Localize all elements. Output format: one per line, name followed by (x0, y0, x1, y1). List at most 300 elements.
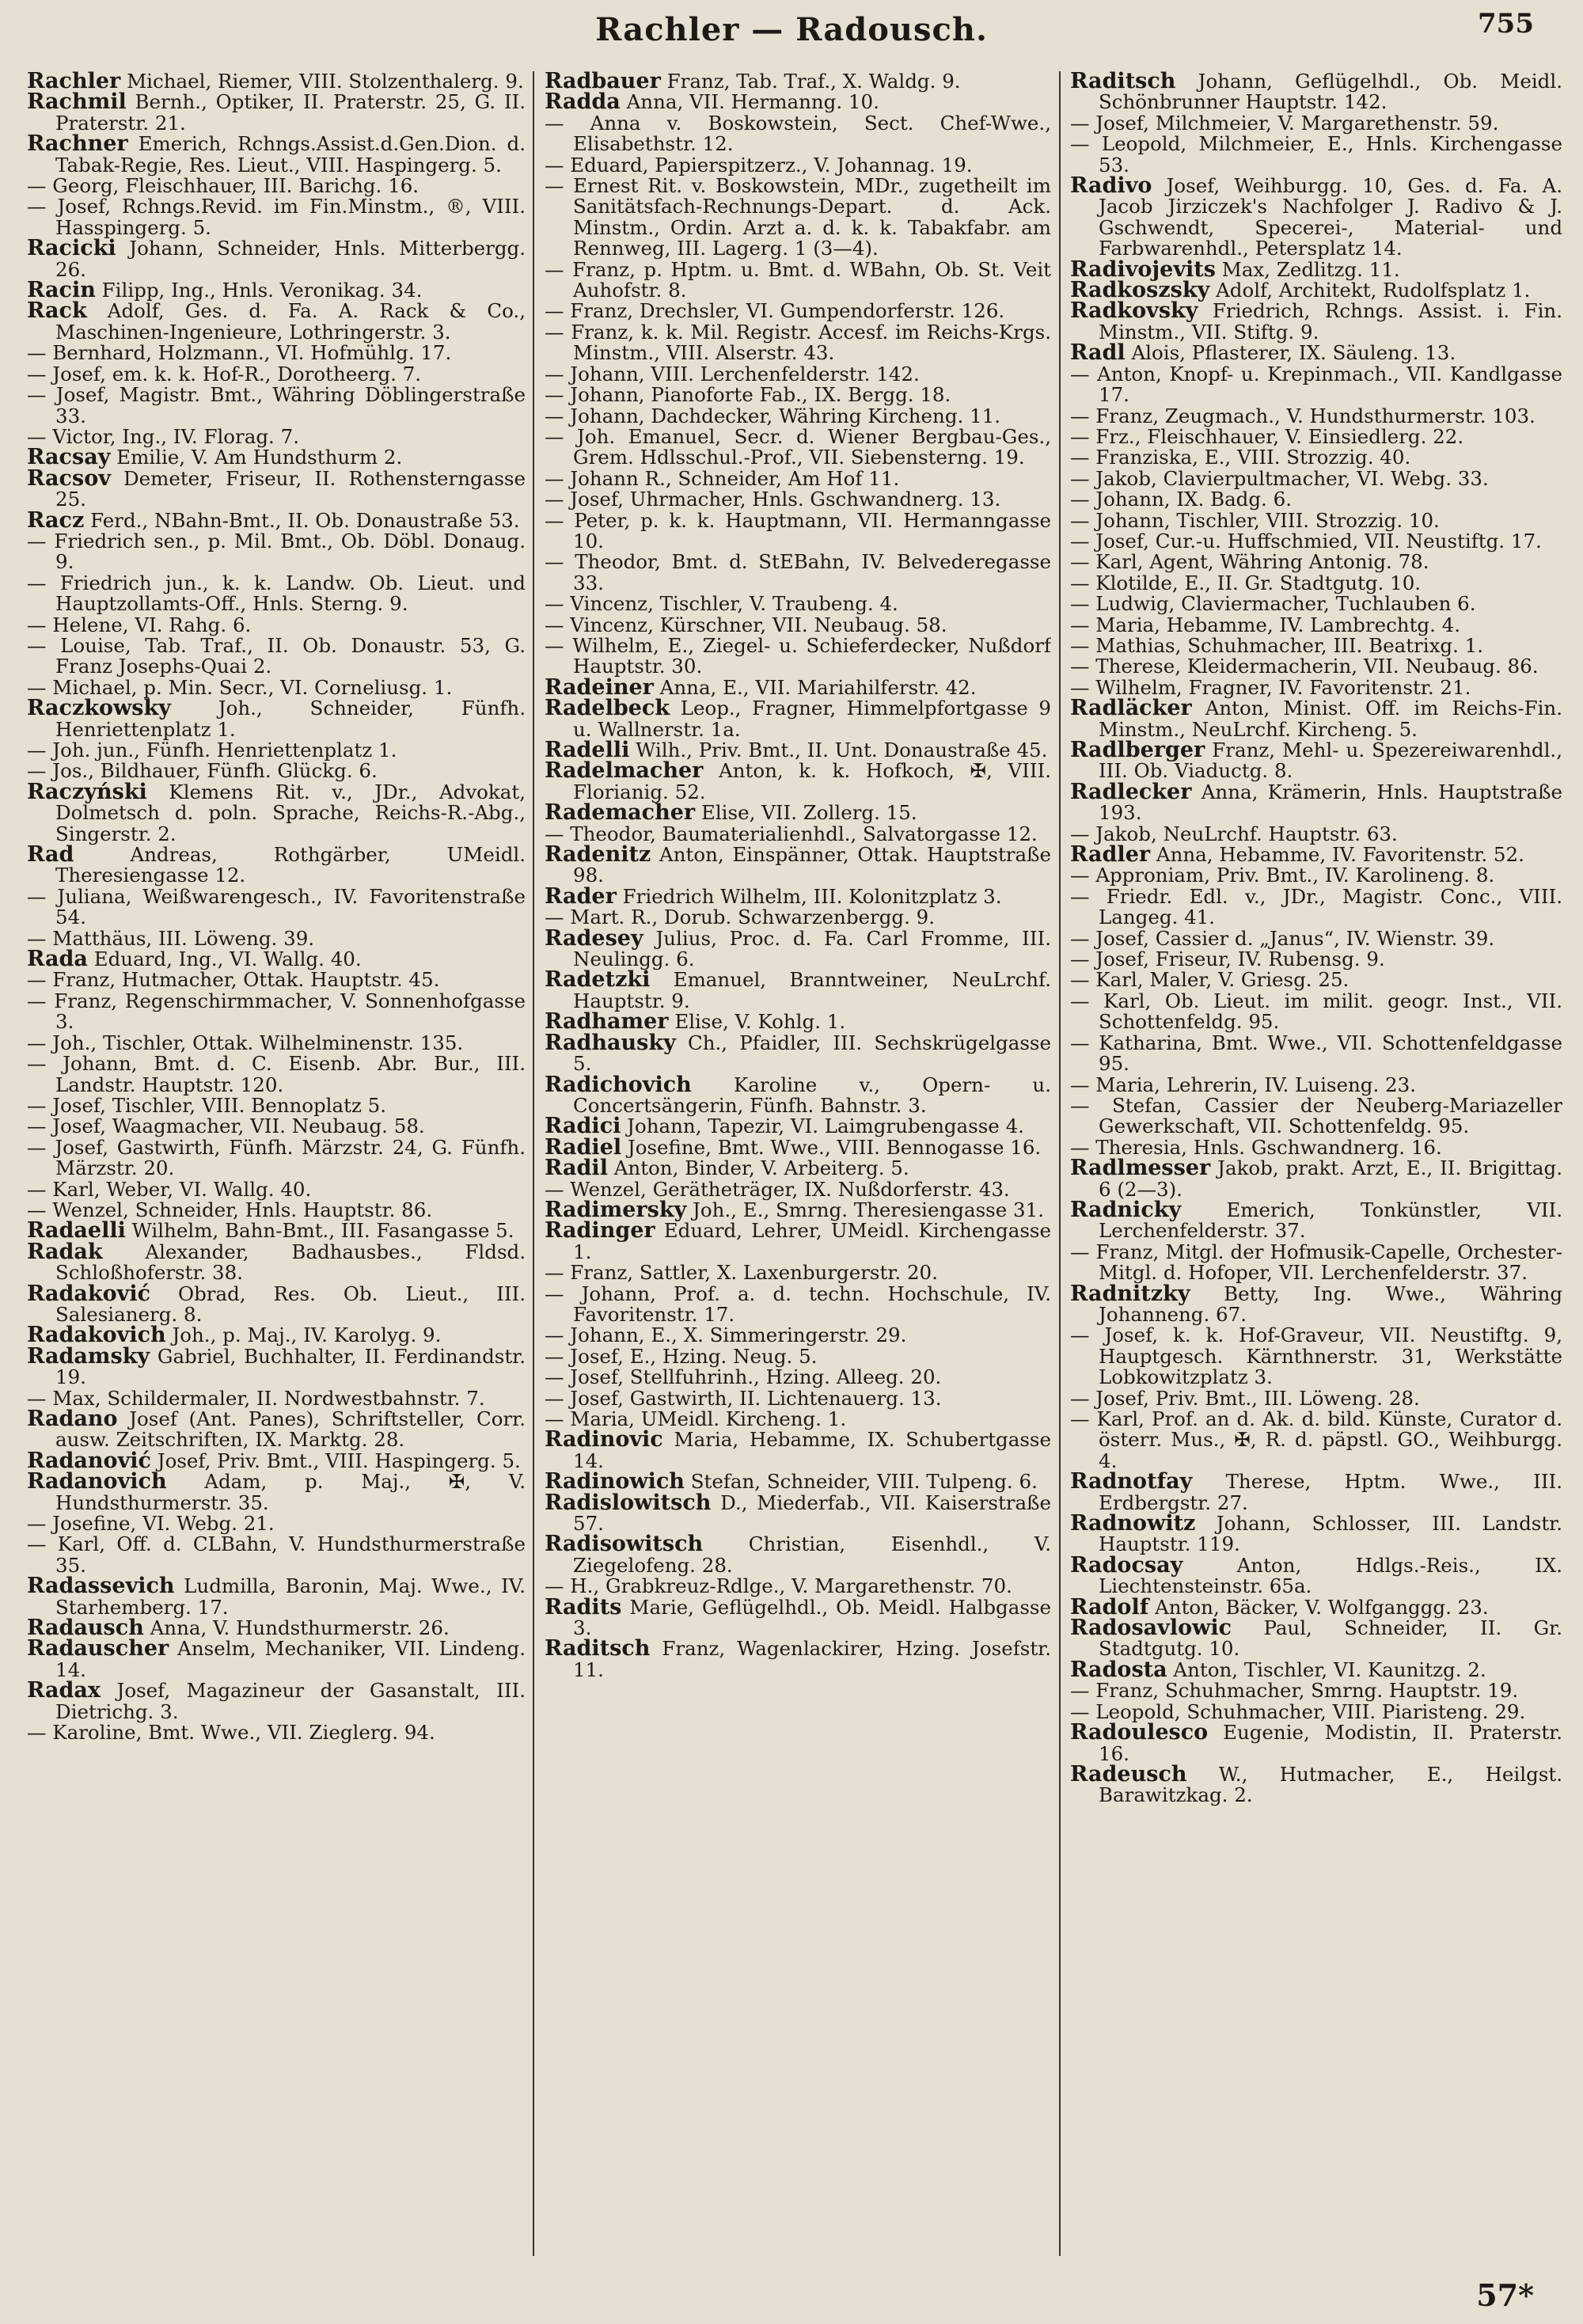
entry-details: — Franz, Hutmacher, Ottak. Hauptstr. 45. (27, 968, 440, 992)
directory-entry (545, 113, 1051, 155)
entry-surname: Radimersky (545, 1197, 687, 1222)
directory-entry (27, 298, 526, 344)
directory-entry (1070, 173, 1562, 260)
directory-entry (27, 1409, 526, 1451)
directory-entry (27, 1722, 526, 1743)
directory-entry (1070, 698, 1562, 740)
entry-surname: Rachler (27, 71, 121, 93)
entry-details: — Anna v. Boskowstein, Sect. Chef-Wwe., Elisabethstr. 12. (545, 111, 1051, 156)
entry-details: — Josef, Stellfuhrinh., Hzing. Alleeg. 20. (545, 1365, 942, 1389)
entry-surname: Radkoszsky (1070, 278, 1210, 303)
directory-entry (545, 424, 1051, 469)
directory-entry (1070, 1513, 1562, 1555)
directory-entry (27, 1054, 526, 1096)
entry-details: — Johann, Tischler, VIII. Strozzig. 10. (1070, 508, 1440, 532)
entry-surname: Radanović (27, 1448, 151, 1473)
entry-details: — Wenzel, Gerätheträger, IX. Nußdorferstr. 43. (545, 1177, 1010, 1201)
directory-entry (27, 949, 526, 970)
directory-entry (27, 1680, 526, 1722)
directory-entry (27, 507, 526, 533)
directory-entry (1070, 406, 1562, 427)
entry-details: Anton, Tischler, VI. Kaunitzg. 2. (1167, 1658, 1486, 1681)
entry-surname: Radil (545, 1156, 608, 1181)
entry-details: — Theresia, Hnls. Gschwandnerg. 16. (1070, 1135, 1442, 1159)
directory-entry (1070, 364, 1562, 406)
column-divider-2 (1059, 71, 1061, 2256)
directory-entry (545, 800, 1051, 826)
directory-entry (27, 1179, 526, 1200)
entry-details: Obrad, Res. Ob. Lieut., III. Salesianerg. 8. (55, 1282, 526, 1326)
entry-details: Elise, VII. Zollerg. 15. (695, 801, 917, 825)
entry-details: — Helene, VI. Rahg. 6. (27, 613, 252, 636)
entry-details: Andreas, Rothgärber, UMeidl. Theresiengasse 12. (55, 843, 526, 887)
entry-surname: Radesey (545, 925, 643, 951)
directory-entry (1070, 340, 1562, 366)
page-number: 755 (1478, 8, 1534, 40)
directory-entry (545, 364, 1051, 385)
entry-details: — Ernest Rit. v. Boskowstein, MDr., zugetheilt im Sanitätsfach-Rechnungs-Depart. d. Ack. Minstm., Ordin. Arzt a. d. k. k. Tabakfabr. am Rennweg, III. Lagerg. 1 (3—4). (545, 174, 1051, 260)
directory-entry (1070, 531, 1562, 552)
entry-details: W., Hutmacher, E., Heilgst. Barawitzkag. 2. (1099, 1762, 1562, 1807)
entry-surname: Radivo (1070, 173, 1152, 199)
entry-details: Betty, Ing. Wwe., Währing Johanneng. 67. (1099, 1282, 1562, 1326)
entry-details: Anna, E., VII. Mariahilferstr. 42. (653, 675, 977, 699)
directory-entry (27, 465, 526, 511)
entry-details: — Josef, E., Hzing. Neug. 5. (545, 1344, 818, 1368)
entry-surname: Radelli (545, 738, 630, 762)
directory-entry (1070, 1197, 1562, 1243)
entry-details: — Franz, Sattler, X. Laxenburgerstr. 20. (545, 1261, 938, 1285)
directory-entry (27, 385, 526, 427)
entry-surname: Radnicky (1070, 1197, 1182, 1222)
entry-details: — Franz, p. Hptm. u. Bmt. d. WBahn, Ob. St. Veit Auhofstr. 8. (545, 257, 1051, 302)
entry-surname: Racsov (27, 465, 111, 491)
entry-details: — Karl, Off. d. CLBahn, V. Hundsthurmerstraße 35. (27, 1532, 526, 1577)
entry-details: — Johann, IX. Badg. 6. (1070, 488, 1293, 511)
directory-entry (27, 1513, 526, 1534)
directory-entry (27, 131, 526, 177)
entry-details: — Wilhelm, E., Ziegel- u. Schieferdecker, Nußdorf Hauptstr. 30. (545, 633, 1051, 678)
entry-surname: Radlberger (1070, 738, 1205, 762)
directory-entry (27, 238, 526, 280)
entry-surname: Radosta (1070, 1657, 1167, 1682)
directory-entry (27, 633, 526, 678)
directory-entry (545, 1594, 1051, 1640)
entry-surname: Radnotfay (1070, 1469, 1193, 1494)
signature-mark: 57* (1476, 2277, 1534, 2313)
entry-details: — Therese, Kleidermacherin, VII. Neubaug. 86. (1070, 655, 1539, 678)
entry-details: — Frz., Fleischhauer, V. Einsiedlerg. 22. (1070, 424, 1464, 448)
entry-details: — Klotilde, E., II. Gr. Stadtgutg. 10. (1070, 571, 1422, 594)
entry-details: Therese, Hptm. Wwe., III. Erdbergstr. 27. (1099, 1470, 1562, 1514)
column-3 (1070, 71, 1562, 2264)
entry-details: — Vincenz, Tischler, V. Traubeng. 4. (545, 592, 898, 616)
directory-entry (1070, 656, 1562, 677)
entry-details: Josef, Weihburgg. 10, Ges. d. Fa. A. Jacob Jirziczek's Nachfolger J. Radivo & J. Gschwendt, Specerei-, Material- und Farbwarenhdl., Petersplatz 14. (1099, 174, 1562, 260)
entry-details: — Friedr. Edl. v., JDr., Magistr. Conc., VIII. Langeg. 41. (1070, 884, 1562, 929)
entry-details: Joh., E., Smrng. Theresiengasse 31. (686, 1198, 1044, 1221)
directory-entry (1070, 466, 1562, 490)
entry-details: Filipp, Ing., Hnls. Veronikag. 34. (95, 279, 423, 302)
directory-entry (1070, 1409, 1562, 1471)
directory-entry (1070, 1281, 1562, 1326)
entry-details: — Josef, Priv. Bmt., III. Löweng. 28. (1070, 1386, 1420, 1410)
entry-surname: Radaelli (27, 1218, 126, 1244)
entry-details: — Johann, Pianoforte Fab., IX. Bergg. 18. (545, 383, 951, 407)
directory-entry (27, 573, 526, 615)
entry-details: — Karl, Maler, V. Griesg. 25. (1070, 968, 1350, 992)
entry-details: Bernh., Optiker, II. Praterstr. 25, G. II. Praterstr. 21. (55, 90, 526, 135)
entry-surname: Radinovic (545, 1427, 663, 1452)
entry-details: — Stefan, Cassier der Neuberg-Mariazeller Gewerkschaft, VII. Schottenfeldg. 95. (1070, 1093, 1562, 1138)
entry-details: Anna, Krämerin, Hnls. Hauptstraße 193. (1099, 780, 1562, 825)
entry-details: — Josef, Rchngs.Revid. im Fin.Minstm., ®, VIII. Hasspingerg. 5. (27, 195, 526, 239)
entry-details: Emanuel, Branntweiner, NeuLrchf. Hauptstr. 9. (573, 968, 1051, 1012)
entry-details: Emerich, Rchngs.Assist.d.Gen.Dion. d. Tabak-Regie, Res. Lieut., VIII. Haspingerg. 5. (55, 132, 526, 177)
directory-entry (1070, 740, 1562, 782)
entry-details: Ferd., NBahn-Bmt., II. Ob. Donaustraße 53. (84, 508, 520, 532)
entry-details: — Johann, Prof. a. d. techn. Hochschule, IV. Favoritenstr. 17. (545, 1282, 1051, 1326)
entry-surname: Radislowitsch (545, 1490, 712, 1515)
directory-entry (1070, 1722, 1562, 1764)
directory-entry (545, 758, 1051, 803)
entry-details: — Franz, Mitgl. der Hofmusik-Capelle, Orchester-Mitgl. d. Hofoper, VII. Lerchenfelderstr. 37. (1070, 1240, 1562, 1285)
entry-details: — Josef, Gastwirth, Fünfh. Märzstr. 24, G. Fünfh. Märzstr. 20. (27, 1135, 526, 1180)
entry-details: — Josef, em. k. k. Hof-R., Dorotheerg. 7. (27, 362, 422, 385)
entry-surname: Radnowitz (1070, 1511, 1196, 1536)
entry-surname: Radoulesco (1070, 1720, 1209, 1745)
entry-details: — Theodor, Baumaterialienhdl., Salvatorgasse 12. (545, 822, 1038, 845)
entry-details: Michael, Riemer, VIII. Stolzenthalerg. 9. (120, 71, 524, 93)
entry-details: Adolf, Architekt, Rudolfsplatz 1. (1209, 279, 1531, 302)
entry-surname: Radhausky (545, 1030, 676, 1055)
directory-entry (27, 1093, 526, 1117)
entry-details: Josefine, Bmt. Wwe., VIII. Bennogasse 16. (621, 1135, 1042, 1159)
directory-entry (545, 883, 1051, 909)
directory-entry (545, 1636, 1051, 1681)
directory-entry (1070, 1158, 1562, 1200)
entry-surname: Radausch (27, 1616, 144, 1641)
entry-details: Ludmilla, Baronin, Maj. Wwe., IV. Starhemberg. 17. (55, 1574, 526, 1619)
directory-entry (1070, 1680, 1562, 1701)
entry-details: — Josef, Uhrmacher, Hnls. Gschwandnerg. 13. (545, 488, 1001, 511)
directory-entry (545, 257, 1051, 302)
entry-details: Anton, Binder, V. Arbeiterg. 5. (607, 1156, 909, 1180)
entry-details: — Louise, Tab. Traf., II. Ob. Donaustr. 53, G. Franz Josephs-Quai 2. (27, 633, 526, 678)
entry-details: — Jos., Bildhauer, Fünfh. Glückg. 6. (27, 759, 378, 783)
directory-entry (1070, 447, 1562, 468)
entry-details: Wilh., Priv. Bmt., II. Unt. Donaustraße 45. (629, 739, 1048, 761)
directory-entry (1070, 1033, 1562, 1075)
directory-entry (545, 1072, 1051, 1117)
directory-entry (1070, 489, 1562, 510)
entry-details: — Max, Schildermaler, II. Nordwestbahnstr. 7. (27, 1386, 485, 1410)
entry-surname: Radda (545, 89, 621, 115)
entry-surname: Radeiner (545, 674, 654, 700)
directory-entry (545, 155, 1051, 176)
directory-entry (545, 1534, 1051, 1576)
entry-details: Johann, Schneider, Hnls. Mitterbergg. 26. (55, 237, 526, 281)
directory-entry (1070, 508, 1562, 532)
directory-entry (545, 1490, 1051, 1536)
entry-surname: Radlecker (1070, 779, 1192, 804)
directory-entry (27, 364, 526, 385)
directory-entry (27, 970, 526, 990)
entry-details: — Josef, Cur.-u. Huffschmied, VII. Neustiftg. 17. (1070, 529, 1542, 553)
entry-surname: Radiel (545, 1134, 622, 1160)
directory-entry (27, 1137, 526, 1179)
directory-entry (545, 71, 1051, 92)
entry-surname: Radkovsky (1070, 298, 1198, 324)
directory-entry (1070, 970, 1562, 990)
directory-entry (1070, 991, 1562, 1033)
directory-entry (27, 531, 526, 573)
directory-entry (27, 779, 526, 845)
entry-details: Jakob, prakt. Arzt, E., II. Brigittag. 6 (2—3). (1099, 1156, 1562, 1201)
directory-entry (1070, 298, 1562, 344)
entry-details: — Franz, Schuhmacher, Smrng. Hauptstr. 19. (1070, 1679, 1519, 1703)
entry-surname: Radinowich (545, 1469, 685, 1494)
entry-details: Max, Zedlitzg. 11. (1215, 257, 1400, 281)
entry-details: — Joh. Emanuel, Secr. d. Wiener Bergbau-Ges., Grem. Hdlsschul.-Prof., VII. Siebensterng. 19. (545, 424, 1051, 469)
entry-surname: Rademacher (545, 800, 696, 826)
entry-surname: Radano (27, 1407, 118, 1431)
entry-surname: Radisowitsch (545, 1532, 704, 1557)
entry-details: — H., Grabkreuz-Rdlge., V. Margarethenstr. 70. (545, 1574, 1012, 1598)
entry-details: Alexander, Badhausbes., Fldsd. Schloßhoferstr. 38. (55, 1240, 526, 1285)
directory-entry (545, 1427, 1051, 1472)
entry-surname: Raczyński (27, 779, 147, 804)
page-header (0, 0, 1583, 79)
entry-details: — Karoline, Bmt. Wwe., VII. Zieglerg. 94. (27, 1721, 435, 1745)
entry-surname: Radler (1070, 842, 1151, 868)
directory-entry (545, 967, 1051, 1012)
entry-details: — Johann, VIII. Lerchenfelderstr. 142. (545, 362, 920, 385)
entry-details: — Leopold, Schuhmacher, VIII. Piaristeng. 29. (1070, 1699, 1526, 1723)
directory-entry (1070, 1242, 1562, 1284)
entry-details: — Johann, Dachdecker, Währing Kircheng. 11. (545, 404, 1001, 427)
directory-entry (545, 594, 1051, 614)
directory-entry (27, 1116, 526, 1137)
directory-entry (545, 406, 1051, 427)
directory-entry (27, 1343, 526, 1389)
directory-entry (27, 1239, 526, 1285)
entry-details: D., Miederfab., VII. Kaiserstraße 57. (573, 1490, 1051, 1536)
entry-details: — Karl, Prof. an d. Ak. d. bild. Künste, Curator d. österr. Mus., ✠, R. d. päpstl. GO., Weihburgg. 4. (1070, 1407, 1562, 1472)
entry-details: Josef, Priv. Bmt., VIII. Haspingerg. 5. (150, 1449, 521, 1472)
entry-details: Alois, Pflasterer, IX. Säuleng. 13. (1125, 341, 1456, 365)
directory-entry (545, 466, 1051, 490)
entry-details: — Karl, Weber, VI. Wallg. 40. (27, 1177, 312, 1201)
entry-details: — Eduard, Papierspitzerz., V. Johannag. 19. (545, 153, 973, 177)
entry-details: — Jakob, NeuLrchf. Hauptstr. 63. (1070, 822, 1398, 845)
directory-entry (27, 842, 526, 887)
directory-entry (545, 1325, 1051, 1346)
entry-surname: Racz (27, 507, 85, 533)
directory-entry (1070, 1325, 1562, 1388)
entry-details: Anton, Bäcker, V. Wolfganggg. 23. (1148, 1595, 1489, 1619)
directory-entry (27, 196, 526, 238)
entry-details: — Matthäus, III. Löweng. 39. (27, 926, 315, 950)
entry-details: — Peter, p. k. k. Hauptmann, VII. Hermanngasse 10. (545, 508, 1051, 553)
directory-entry (1070, 779, 1562, 825)
directory-entry (545, 698, 1051, 740)
entry-surname: Rack (27, 298, 87, 324)
directory-entry (1070, 1075, 1562, 1096)
entry-surname: Rad (27, 842, 74, 868)
entry-details: — Theodor, Bmt. d. StEBahn, IV. Belvederegasse 33. (545, 550, 1051, 594)
entry-surname: Radivojevits (1070, 256, 1216, 282)
entry-details: — Karl, Ob. Lieut. im milit. geogr. Inst., VII. Schottenfeldg. 95. (1070, 989, 1562, 1034)
entry-details: — Maria, Hebamme, IV. Lambrechtg. 4. (1070, 613, 1461, 636)
entry-details: Anton, k. k. Hofkoch, ✠, VIII. Florianig. 52. (573, 759, 1051, 803)
entry-details: — Wenzel, Schneider, Hnls. Hauptstr. 86. (27, 1198, 433, 1221)
entry-surname: Rader (545, 883, 617, 909)
entry-surname: Rada (27, 947, 88, 972)
directory-entry (27, 280, 526, 301)
directory-entry (1070, 424, 1562, 448)
entry-details: Adam, p. Maj., ✠, V. Hundsthurmerstr. 35. (55, 1470, 526, 1514)
entry-surname: Radhamer (545, 1009, 669, 1035)
directory-entry (1070, 71, 1562, 113)
entry-details: — Friedrich jun., k. k. Landw. Ob. Lieut. und Hauptzollamts-Off., Hnls. Sterng. 9. (27, 571, 526, 616)
entry-details: — Maria, UMeidl. Kircheng. 1. (545, 1407, 847, 1430)
entry-details: — Josef, Magistr. Bmt., Währing Döblingerstraße 33. (27, 383, 526, 427)
entry-surname: Raditsch (1070, 71, 1176, 93)
directory-entry (27, 884, 526, 929)
directory-entry (545, 89, 1051, 115)
entry-details: Anton, Einspänner, Ottak. Hauptstraße 98. (573, 843, 1051, 887)
entry-surname: Racsay (27, 445, 111, 470)
entry-details: — Franz, Drechsler, VI. Gumpendorferstr. 126. (545, 299, 1005, 323)
entry-details: — Maria, Lehrerin, IV. Luiseng. 23. (1070, 1073, 1416, 1096)
directory-entry (545, 1263, 1051, 1283)
directory-entry (27, 1033, 526, 1054)
entry-details: Anna, Hebamme, IV. Favoritenstr. 52. (1150, 843, 1524, 867)
entry-details: — Johann, E., X. Simmeringerstr. 29. (545, 1323, 907, 1347)
entry-details: — Michael, p. Min. Secr., VI. Corneliusg. 1. (27, 675, 453, 699)
entry-details: Christian, Eisenhdl., V. Ziegelofeng. 28. (573, 1532, 1051, 1577)
entry-details: — Victor, Ing., IV. Florag. 7. (27, 424, 300, 448)
entry-details: Anna, V. Hundsthurmerstr. 26. (143, 1616, 450, 1640)
directory-entry (545, 1030, 1051, 1076)
entry-details: Gabriel, Buchhalter, II. Ferdinandstr. 19. (55, 1344, 526, 1389)
directory-entry (545, 1134, 1051, 1160)
directory-entry (545, 385, 1051, 405)
entry-details: Anton, Minist. Off. im Reichs-Fin. Minstm., NeuLrchf. Kircheng. 5. (1099, 697, 1562, 741)
entry-details: — Mathias, Schuhmacher, III. Beatrixg. 1. (1070, 633, 1484, 657)
directory-entry (545, 1367, 1051, 1388)
entry-details: — Johann, Bmt. d. C. Eisenb. Abr. Bur., III. Landstr. Hauptstr. 120. (27, 1052, 526, 1096)
directory-entry (1070, 633, 1562, 657)
entry-surname: Raditsch (545, 1636, 651, 1661)
entry-details: — Jakob, Clavierpultmacher, VI. Webg. 33. (1070, 466, 1489, 490)
directory-entry (27, 928, 526, 949)
entry-details: — Vincenz, Kürschner, VII. Neubaug. 58. (545, 613, 947, 636)
entry-details: — Franz, Zeugmach., V. Hundsthurmerstr. 103. (1070, 404, 1536, 427)
running-title: Rachler — Radousch. (595, 11, 988, 48)
entry-details: — Josef, k. k. Hof-Graveur, VII. Neustiftg. 9, Hauptgesch. Kärnthnerstr. 31, Werkstätte Lobkowitzplatz 3. (1070, 1323, 1562, 1389)
directory-entry (1070, 1618, 1562, 1660)
entry-details: — Karl, Agent, Währing Antonig. 78. (1070, 550, 1429, 574)
entry-details: Ch., Pfaidler, III. Sechskrügelgasse 5. (573, 1031, 1051, 1076)
entry-surname: Radamsky (27, 1343, 150, 1369)
directory-entry (1070, 1388, 1562, 1409)
entry-surname: Radax (27, 1678, 101, 1703)
entry-details: Franz, Wagenlackirer, Hzing. Josefstr. 11. (573, 1637, 1051, 1681)
entry-details: — Josef, Milchmeier, V. Margarethenstr. 59. (1070, 111, 1499, 135)
directory-entry (27, 1534, 526, 1576)
directory-entry (545, 1346, 1051, 1367)
directory-entry (1070, 1657, 1562, 1682)
entry-details: Julius, Proc. d. Fa. Carl Fromme, III. Neulingg. 6. (573, 926, 1051, 971)
entry-details: Maria, Hebamme, IX. Schubertgasse 14. (573, 1428, 1051, 1472)
directory-entry (545, 552, 1051, 594)
entry-surname: Radeusch (1070, 1761, 1187, 1787)
entry-details: Josef (Ant. Panes), Schriftsteller, Corr. ausw. Zeitschriften, IX. Marktg. 28. (55, 1407, 526, 1452)
entry-surname: Radauscher (27, 1636, 169, 1661)
directory-entry (545, 176, 1051, 260)
entry-surname: Radl (1070, 340, 1126, 366)
directory-entry (545, 1158, 1051, 1179)
entry-surname: Raczkowsky (27, 696, 171, 721)
entry-surname: Radosavlowic (1070, 1616, 1232, 1641)
entry-details: Karoline v., Opern- u. Concertsängerin, Fünfh. Bahnstr. 3. (573, 1073, 1051, 1117)
entry-surname: Radenitz (545, 842, 651, 868)
entry-details: — Josef, Tischler, VIII. Bennoplatz 5. (27, 1093, 387, 1117)
directory-entry (545, 508, 1051, 553)
entry-details: Marie, Geflügelhdl., Ob. Meidl. Halbgasse 3. (573, 1595, 1051, 1640)
directory-entry (1070, 113, 1562, 134)
entry-details: Joh., Schneider, Fünfh. Henriettenplatz 1. (55, 697, 526, 741)
entry-details: — Friedrich sen., p. Mil. Bmt., Ob. Döbl. Donaug. 9. (27, 529, 526, 574)
entry-details: Emerich, Tonkünstler, VII. Lerchenfelderstr. 37. (1099, 1198, 1562, 1243)
entry-details: Josef, Magazineur der Gasanstalt, III. Dietrichg. 3. (55, 1679, 526, 1723)
directory-entry (545, 489, 1051, 510)
directory-entry (545, 1218, 1051, 1263)
entry-surname: Radocsay (1070, 1552, 1183, 1578)
directory-entry (1070, 573, 1562, 594)
entry-surname: Radaković (27, 1281, 151, 1306)
entry-details: — Georg, Fleischhauer, III. Barichg. 16. (27, 174, 419, 198)
entry-surname: Radnitzky (1070, 1281, 1190, 1306)
directory-entry (545, 1388, 1051, 1409)
directory-entry (27, 1281, 526, 1326)
entry-surname: Radichovich (545, 1072, 692, 1097)
directory-entry (27, 176, 526, 196)
directory-entry (1070, 1471, 1562, 1513)
column-1 (27, 71, 526, 2264)
entry-surname: Radassevich (27, 1574, 175, 1599)
entry-details: Anton, Hdlgs.-Reis., IX. Liechtensteinstr. 65a. (1099, 1553, 1562, 1598)
directory-entry (1070, 615, 1562, 636)
entry-details: Franz, Tab. Traf., X. Waldg. 9. (660, 71, 961, 93)
entry-surname: Radak (27, 1239, 103, 1264)
entry-details: Eugenie, Modistin, II. Praterstr. 16. (1099, 1721, 1562, 1765)
entry-details: — Josef, Friseur, IV. Rubensg. 9. (1070, 947, 1385, 971)
entry-details: Eduard, Ing., VI. Wallg. 40. (87, 947, 362, 971)
directory-entry (1070, 594, 1562, 614)
entry-details: — Anton, Knopf- u. Krepinmach., VII. Kandlgasse 17. (1070, 362, 1562, 407)
directory-entry (545, 925, 1051, 971)
entry-details: Leop., Fragner, Himmelpfortgasse 9 u. Wallnerstr. 1a. (573, 697, 1051, 741)
directory-entry (27, 991, 526, 1033)
entry-details: Stefan, Schneider, VIII. Tulpeng. 6. (684, 1470, 1038, 1494)
entry-details: Friedrich, Rchngs. Assist. i. Fin. Minstm., VII. Stiftg. 9. (1099, 299, 1562, 344)
entry-details: — Johann R., Schneider, Am Hof 11. (545, 466, 900, 490)
entry-details: — Mart. R., Dorub. Schwarzenbergg. 9. (545, 906, 936, 929)
directory-entry (27, 1576, 526, 1618)
